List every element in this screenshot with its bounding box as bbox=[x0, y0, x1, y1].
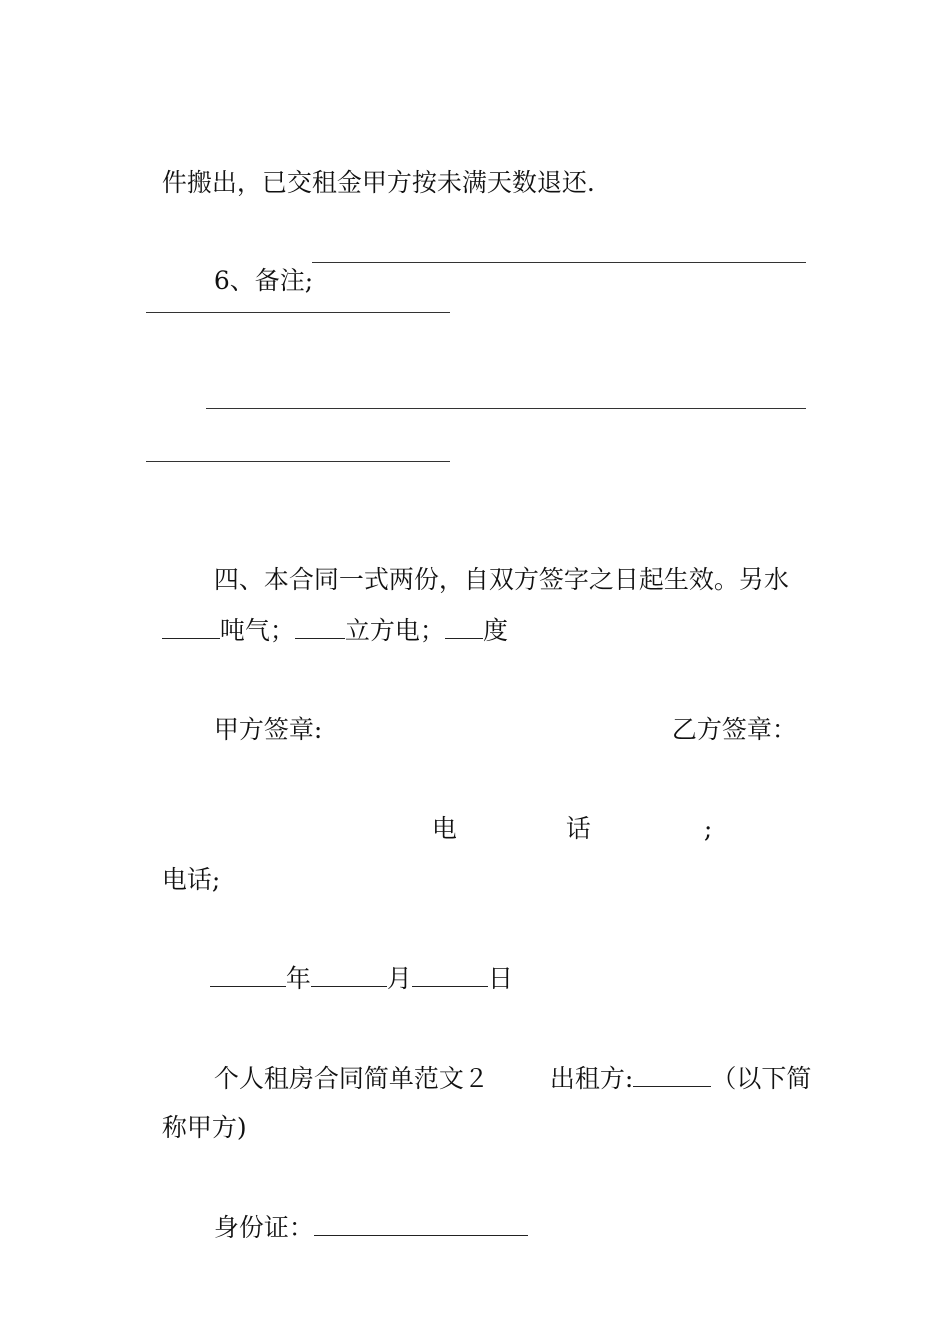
phone-semicolon bbox=[688, 784, 712, 844]
day-label: 日 bbox=[487, 964, 513, 993]
phone-semicolon-text: ; bbox=[703, 814, 713, 843]
phone-a-line bbox=[146, 835, 220, 895]
phone-char-1 bbox=[416, 784, 457, 844]
remarks-blank-1b bbox=[146, 312, 450, 313]
lessor-line2-text: 称甲方) bbox=[161, 1113, 247, 1142]
party-a-signature bbox=[198, 685, 322, 745]
lessor-line bbox=[534, 1034, 811, 1094]
id-label: 身份证： bbox=[213, 1213, 314, 1242]
lessor-label: 出租方: bbox=[549, 1064, 634, 1093]
phone-char-2 bbox=[550, 784, 591, 844]
electric-unit: 度 bbox=[482, 616, 508, 645]
clause-four-text: 四、本合同一式两份，自双方签字之日起生效。另水 bbox=[213, 565, 789, 594]
remarks-blank-1a bbox=[312, 262, 806, 263]
water-blank bbox=[162, 616, 220, 639]
month-blank bbox=[311, 964, 387, 987]
year-label: 年 bbox=[285, 964, 311, 993]
year-blank bbox=[210, 964, 286, 987]
party-a-signature-label: 甲方签章: bbox=[213, 715, 323, 744]
day-blank bbox=[412, 964, 488, 987]
lessor-blank bbox=[633, 1064, 711, 1087]
id-blank bbox=[314, 1213, 528, 1236]
date-line bbox=[194, 934, 513, 994]
lessor-line-2 bbox=[146, 1083, 247, 1143]
month-label: 月 bbox=[386, 964, 412, 993]
lessor-suffix: （以下简 bbox=[711, 1064, 812, 1093]
gas-blank bbox=[295, 616, 345, 639]
phone-a-text: 电话; bbox=[161, 865, 221, 894]
remarks-label-line bbox=[198, 236, 313, 296]
party-b-signature bbox=[656, 685, 797, 745]
phone-hua: 话 bbox=[565, 814, 591, 843]
clause-four-line2 bbox=[146, 586, 508, 646]
contract-title: 个人租房合同简单范文２ bbox=[213, 1064, 489, 1093]
id-line bbox=[198, 1183, 528, 1243]
refund-text: 件搬出，已交租金甲方按未满天数退还. bbox=[161, 168, 595, 197]
water-unit: 吨气； bbox=[219, 616, 295, 645]
remarks-label: 6、备注; bbox=[213, 266, 314, 295]
paragraph-refund bbox=[146, 138, 595, 198]
party-b-signature-label: 乙方签章： bbox=[671, 715, 797, 744]
remarks-blank-2b bbox=[146, 461, 450, 462]
gas-unit: 立方电； bbox=[344, 616, 445, 645]
electric-blank bbox=[445, 616, 483, 639]
remarks-blank-2a bbox=[206, 408, 806, 409]
phone-dian: 电 bbox=[431, 814, 457, 843]
